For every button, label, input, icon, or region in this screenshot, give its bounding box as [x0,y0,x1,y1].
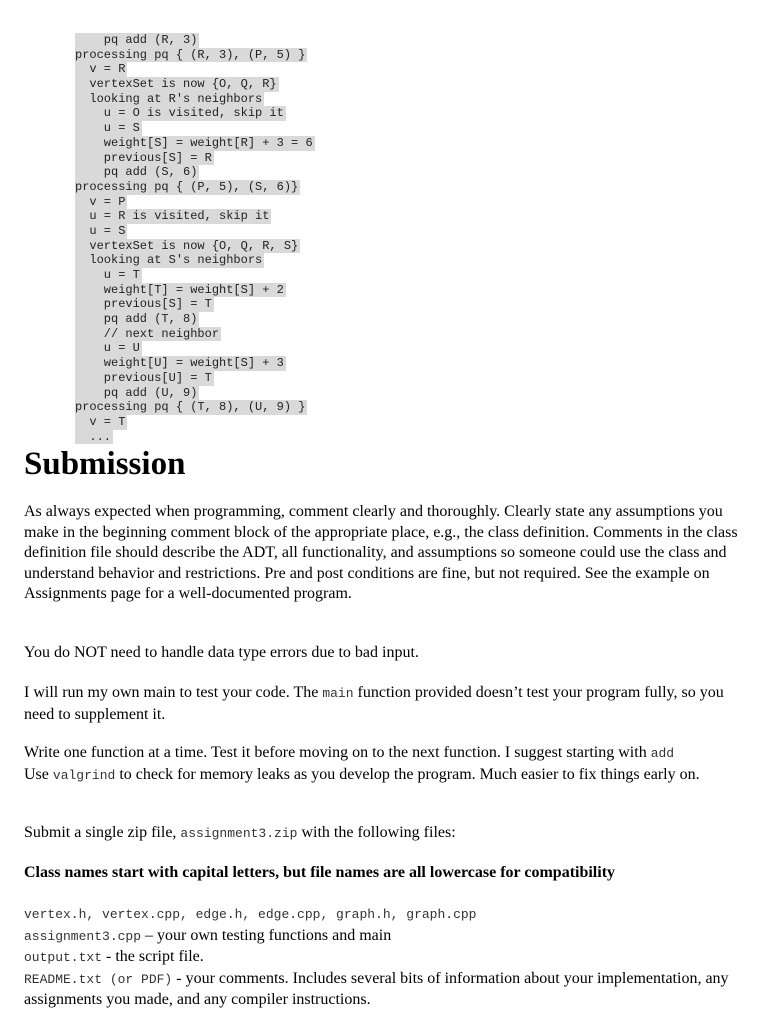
code-line [75,239,315,254]
readme-file: README.txt (or PDF) [24,971,173,987]
main-code: main [322,686,354,701]
code-line-text: v = T [75,414,126,429]
submit-paragraph [24,823,746,845]
code-line [75,121,315,136]
comment-paragraph: As always expected when programming, comment clearly and thoroughly. Clearly state any assumptions you make in the beginning comment block of the appropriate place, e.g., the class definition. Comments in the class definition file should describe the ADT, all functionality, and assumptions so someone could use the class and understand behavior and restrictions. Pre and post conditions are fine, but not required. See the example on Assignments page for a well-documented program. [24,503,738,602]
code-line [75,224,315,239]
code-line-text: pq add (T, 8) [75,312,198,327]
output-file: output.txt [24,950,103,965]
code-line [75,106,315,121]
code-line-text: processing pq { (T, 8), (U, 9) } [75,400,306,415]
code-line-text: u = S [75,121,140,136]
file-list-line-2 [24,926,746,948]
code-line-text: previous[U] = T [75,370,212,385]
main-test-text-2: function provided doesn’t test your program fully, so you need to supplement it. [24,684,724,723]
code-line-text: weight[S] = weight[R] + 3 = 6 [75,135,313,150]
code-line [75,312,315,327]
valgrind-text: Use [24,765,53,783]
code-line [75,195,315,210]
code-line-text: v = P [75,194,126,209]
readme-file-desc: - your comments. Includes several bits of information about your implementation, any assignments you made, and any compiler instructions. [24,969,729,1008]
code-line [75,327,315,342]
code-line [75,283,315,298]
code-line-text: looking at S's neighbors [75,253,263,268]
code-line-text: u = O is visited, skip it [75,106,284,121]
file-list-line-3 [24,947,746,969]
code-line [75,268,315,283]
submit-text-2: with the following files: [297,824,456,841]
code-line-text: weight[T] = weight[S] + 2 [75,282,284,297]
assignment-file: assignment3.cpp [24,928,142,944]
code-line [75,356,315,371]
code-line [75,92,315,107]
main-test-text: I will run my own main to test your code. The [24,684,323,701]
code-line [75,209,315,224]
code-line-text: u = T [75,268,140,282]
code-line-text: previous[S] = R [75,150,212,165]
data-type-paragraph: You do NOT need to handle data type errors due to bad input. [24,644,419,661]
code-line-text: processing pq { (P, 5), (S, 6)} [75,179,299,194]
code-line [75,341,315,356]
code-line-text: pq add (S, 6) [75,165,198,180]
add-code: add [650,746,675,761]
code-line-text: vertexSet is now {O, Q, R} [75,77,277,92]
code-line-text: pq add (R, 3) [75,33,198,47]
code-line-text: looking at R's neighbors [75,91,263,106]
output-file-desc: - the script file. [102,948,204,965]
code-line [75,48,315,63]
code-line [75,297,315,312]
submit-text: Submit a single zip file, [24,824,181,841]
file-list [24,904,746,1011]
one-function-paragraph [24,743,746,786]
code-line-text: u = R is visited, skip it [75,209,270,224]
code-line [75,136,315,151]
code-line [75,151,315,166]
code-line [75,371,315,386]
assignment-file-desc: – your own testing functions and main [141,926,392,944]
code-line-text: // next neighbor [75,326,220,341]
code-line-text: pq add (U, 9) [75,385,198,400]
code-line-text: u = U [75,341,140,356]
code-line [75,165,315,180]
code-line-text: vertexSet is now {O, Q, R, S} [75,238,299,253]
code-line-text: previous[S] = T [75,297,212,312]
valgrind-text-2: to check for memory leaks as you develop the program. Much easier to fix things early on. [115,765,700,783]
file-list-line-4 [24,969,746,1011]
source-files: vertex.h, vertex.cpp, edge.h, edge.cpp, graph.h, graph.cpp [24,907,477,922]
code-line [75,33,315,48]
code-line-text: u = S [75,223,126,238]
section-title: Submission [24,446,186,482]
code-line-text: ... [75,429,112,444]
code-block [75,33,315,444]
code-line [75,386,315,401]
zip-filename: assignment3.zip [180,826,298,841]
code-line [75,400,315,415]
code-line [75,180,315,195]
one-function-text: Write one function at a time. Test it before moving on to the next function. I suggest starting with [24,744,651,761]
valgrind-code: valgrind [52,767,116,783]
naming-note: Class names start with capital letters, but file names are all lowercase for compatibility [24,864,616,881]
code-line [75,415,315,430]
code-line-text: v = R [75,62,126,77]
code-line [75,77,315,92]
main-test-paragraph [24,683,746,725]
file-list-line-1 [24,904,746,926]
code-line-text: weight[U] = weight[S] + 3 [75,356,284,371]
code-line [75,253,315,268]
code-line-text: processing pq { (R, 3), (P, 5) } [75,47,306,62]
code-line [75,62,315,77]
